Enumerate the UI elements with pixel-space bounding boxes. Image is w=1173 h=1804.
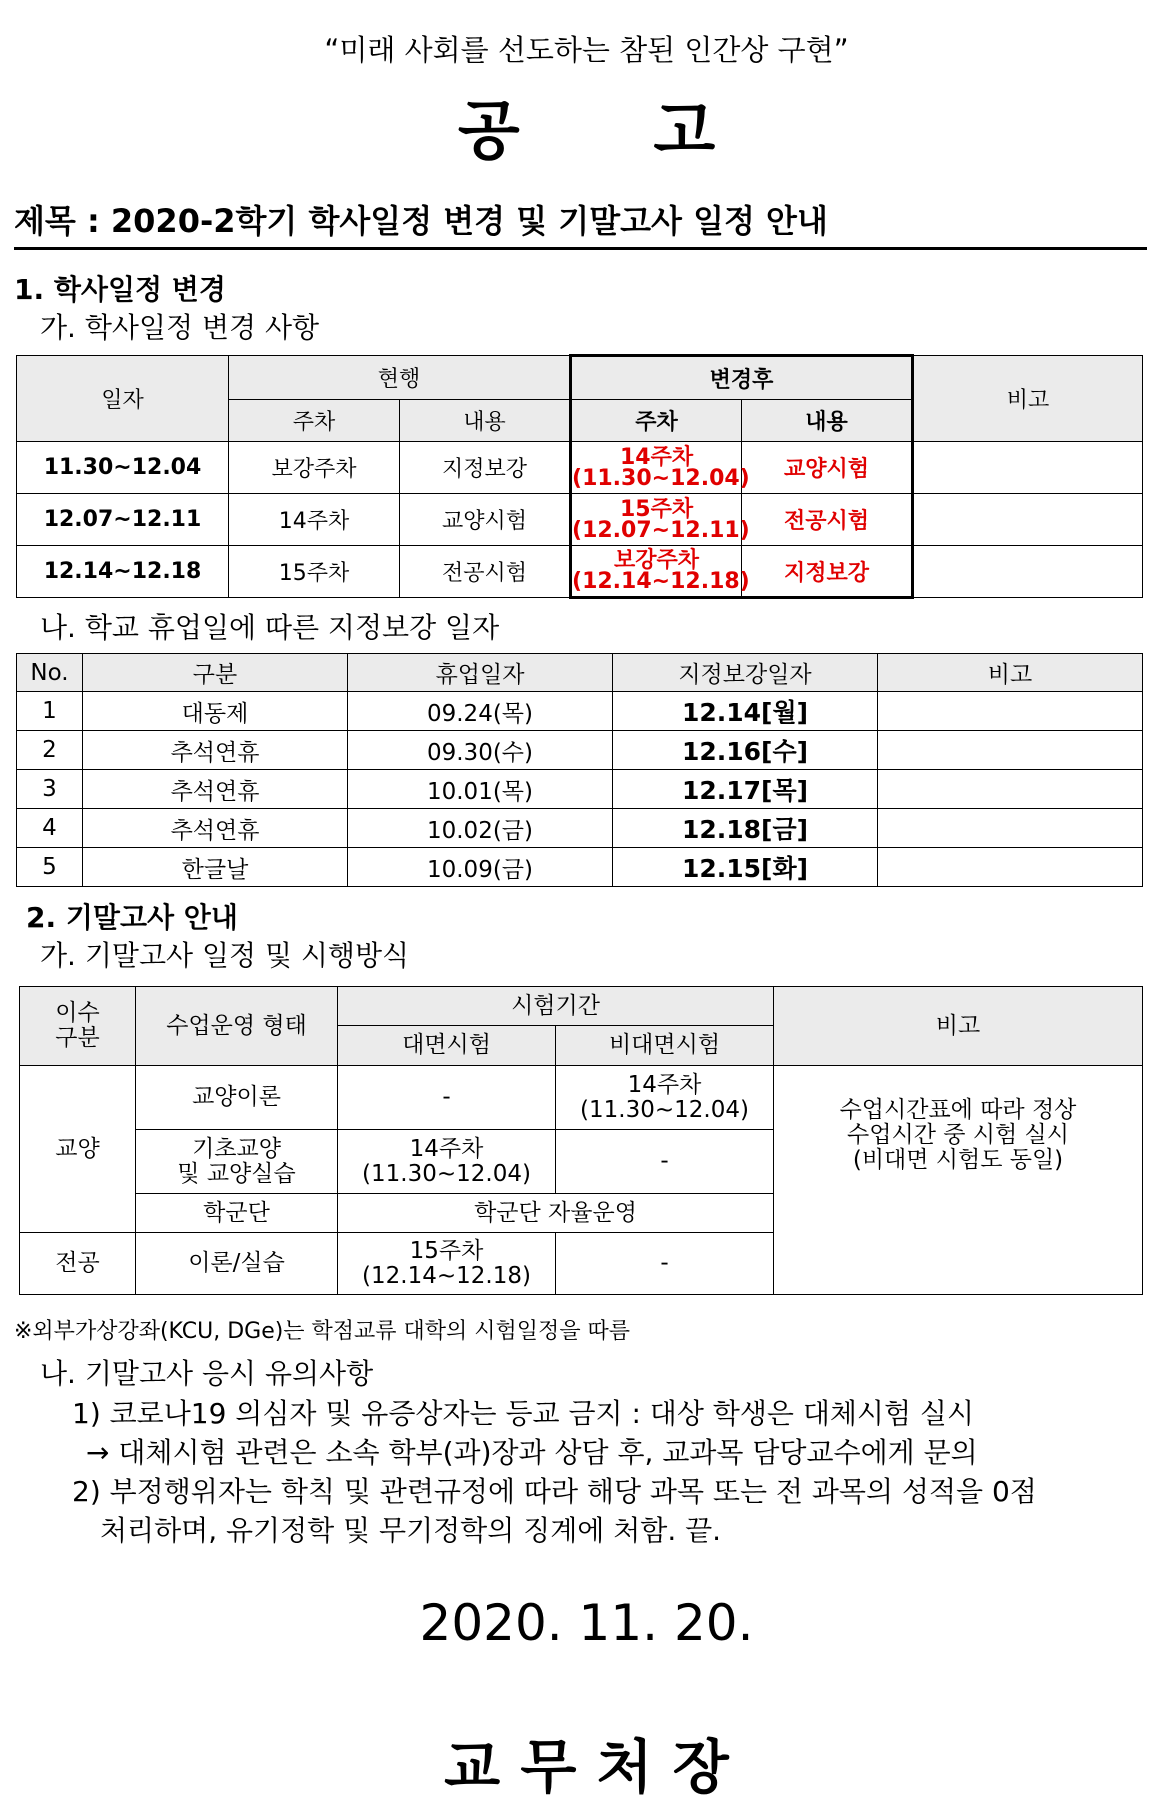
theory-face: - [338, 1066, 556, 1130]
new-week-label: 보강주차 [614, 548, 700, 573]
table-row [17, 692, 1143, 731]
theory-nonface-range: (11.30~12.04) [580, 1096, 749, 1123]
row-remarks [913, 442, 1143, 494]
row-content: 교양시험 [400, 494, 571, 546]
header-content: 내용 [400, 400, 571, 442]
table-row [17, 848, 1143, 887]
notice-item-1: 1) 코로나19 의심자 및 유증상자는 등교 금지 : 대상 학생은 대체시험 실시 [72, 1397, 975, 1430]
header-current: 현행 [229, 356, 571, 400]
section2-sub-b: 나. 기말고사 응시 유의사항 [40, 1357, 374, 1390]
row-new-content: 전공시험 [742, 494, 913, 546]
table-row [17, 546, 1143, 598]
header-week: 주차 [229, 400, 400, 442]
row-remarks [878, 848, 1143, 887]
header-no: No. [17, 654, 83, 692]
row-remarks [913, 494, 1143, 546]
row-no: 1 [17, 692, 83, 731]
row-week: 보강주차 [229, 442, 400, 494]
major-face-week: 15주차 [409, 1237, 484, 1264]
rotc-period: 학군단 자율운영 [338, 1194, 774, 1233]
track-liberal: 교양 [20, 1066, 136, 1233]
mode-rotc: 학군단 [136, 1194, 338, 1233]
row-closure: 10.09(금) [348, 848, 613, 887]
external-course-note: ※외부가상강좌(KCU, DGe)는 학점교류 대학의 시험일정을 따름 [14, 1319, 631, 1344]
new-week-range: (11.30~12.04) [572, 465, 750, 491]
row-date: 12.14~12.18 [17, 546, 229, 598]
header-face-to-face: 대면시험 [338, 1026, 556, 1066]
section1-heading: 1. 학사일정 변경 [14, 273, 226, 306]
new-week-range: (12.07~12.11) [572, 517, 750, 543]
basic-face-week: 14주차 [409, 1135, 484, 1162]
major-face-range: (12.14~12.18) [362, 1262, 531, 1289]
row-new-week [571, 546, 750, 598]
header-changed: 변경후 [571, 356, 913, 400]
table-row [17, 442, 1143, 494]
header-remarks: 비고 [774, 987, 1143, 1066]
row-makeup: 12.17[목] [613, 770, 878, 809]
row-no: 3 [17, 770, 83, 809]
header-non-face: 비대면시험 [556, 1026, 774, 1066]
mode-theory: 교양이론 [136, 1066, 338, 1130]
notice-item-2-line1: 2) 부정행위자는 학칙 및 관련규정에 따라 해당 과목 또는 전 과목의 성적을 0점 [72, 1475, 1037, 1508]
major-nonface: - [556, 1233, 774, 1295]
row-category: 대동제 [83, 692, 348, 731]
header-makeup-date: 지정보강일자 [613, 654, 878, 692]
row-week: 15주차 [229, 546, 400, 598]
row-new-week [571, 442, 750, 494]
notice-item-1-sub: → 대체시험 관련은 소속 학부(과)장과 상담 후, 교과목 담당교수에게 문의 [86, 1436, 978, 1469]
row-remarks [878, 692, 1143, 731]
header-category: 구분 [83, 654, 348, 692]
section1-sub-a: 가. 학사일정 변경 사항 [40, 311, 320, 344]
row-closure: 10.02(금) [348, 809, 613, 848]
exam-remarks [774, 1066, 1143, 1295]
remarks-line1: 수업시간표에 따라 정상 [839, 1096, 1077, 1123]
notice-item-2-line2: 처리하며, 유기정학 및 무기정학의 징계에 처함. 끝. [100, 1514, 722, 1547]
new-week-label: 14주차 [619, 444, 694, 470]
row-content: 전공시험 [400, 546, 571, 598]
motto: “미래 사회를 선도하는 참된 인간상 구현” [324, 33, 849, 67]
header-remarks: 비고 [878, 654, 1143, 692]
row-category: 추석연휴 [83, 731, 348, 770]
mode-basic-line1: 기초교양 [192, 1135, 281, 1162]
section1-sub-b: 나. 학교 휴업일에 따른 지정보강 일자 [40, 611, 500, 644]
table-row [17, 770, 1143, 809]
exam-schedule-table [19, 986, 1143, 1295]
row-remarks [878, 731, 1143, 770]
basic-face-range: (11.30~12.04) [362, 1160, 531, 1187]
table-row [17, 809, 1143, 848]
header-track-line2: 구분 [55, 1025, 100, 1051]
section2-heading: 2. 기말고사 안내 [26, 901, 238, 934]
theory-nonface-week: 14주차 [627, 1071, 702, 1098]
row-new-week [571, 494, 750, 546]
row-no: 2 [17, 731, 83, 770]
header-changed-week: 주차 [571, 400, 742, 442]
header-changed-content: 내용 [742, 400, 913, 442]
notice-title: 공 고 [457, 95, 716, 169]
header-exam-period: 시험기간 [338, 987, 774, 1026]
row-date: 11.30~12.04 [17, 442, 229, 494]
header-closure-date: 휴업일자 [348, 654, 613, 692]
row-new-content: 지정보강 [742, 546, 913, 598]
row-makeup: 12.15[화] [613, 848, 878, 887]
basic-face [338, 1130, 556, 1194]
row-closure: 09.24(목) [348, 692, 613, 731]
row-remarks [878, 770, 1143, 809]
row-makeup: 12.16[수] [613, 731, 878, 770]
row-new-content: 교양시험 [742, 442, 913, 494]
remarks-line2: 수업시간 중 시험 실시 [847, 1121, 1069, 1148]
header-track-line1: 이수 [55, 1000, 100, 1026]
row-no: 4 [17, 809, 83, 848]
major-face [338, 1233, 556, 1295]
schedule-change-table [16, 354, 1143, 599]
signer: 교 무 처 장 [444, 1733, 729, 1801]
section2-sub-a: 가. 기말고사 일정 및 시행방식 [40, 939, 410, 972]
table-row [17, 731, 1143, 770]
mode-major: 이론/실습 [136, 1233, 338, 1295]
row-closure: 10.01(목) [348, 770, 613, 809]
table-row [17, 494, 1143, 546]
row-category: 추석연휴 [83, 770, 348, 809]
track-major: 전공 [20, 1233, 136, 1295]
divider [14, 247, 1147, 250]
header-date: 일자 [17, 356, 229, 442]
row-makeup: 12.18[금] [613, 809, 878, 848]
table-row [20, 1066, 1143, 1130]
row-remarks [878, 809, 1143, 848]
theory-nonface [556, 1066, 774, 1130]
row-remarks [913, 546, 1143, 598]
row-closure: 09.30(수) [348, 731, 613, 770]
new-week-label: 15주차 [619, 496, 694, 522]
issue-date: 2020. 11. 20. [419, 1594, 754, 1652]
mode-basic-line2: 및 교양실습 [177, 1160, 296, 1187]
row-content: 지정보강 [400, 442, 571, 494]
new-week-range: (12.14~12.18) [572, 569, 750, 594]
header-track [20, 987, 136, 1066]
row-no: 5 [17, 848, 83, 887]
row-date: 12.07~12.11 [17, 494, 229, 546]
basic-nonface: - [556, 1130, 774, 1194]
row-makeup: 12.14[월] [613, 692, 878, 731]
row-week: 14주차 [229, 494, 400, 546]
subject: 제목 : 2020-2학기 학사일정 변경 및 기말고사 일정 안내 [14, 202, 828, 240]
header-class-mode: 수업운영 형태 [136, 987, 338, 1066]
mode-basic [136, 1130, 338, 1194]
header-remarks: 비고 [913, 356, 1143, 442]
remarks-line3: (비대면 시험도 동일) [852, 1146, 1064, 1173]
row-category: 추석연휴 [83, 809, 348, 848]
makeup-table [16, 653, 1143, 887]
row-category: 한글날 [83, 848, 348, 887]
